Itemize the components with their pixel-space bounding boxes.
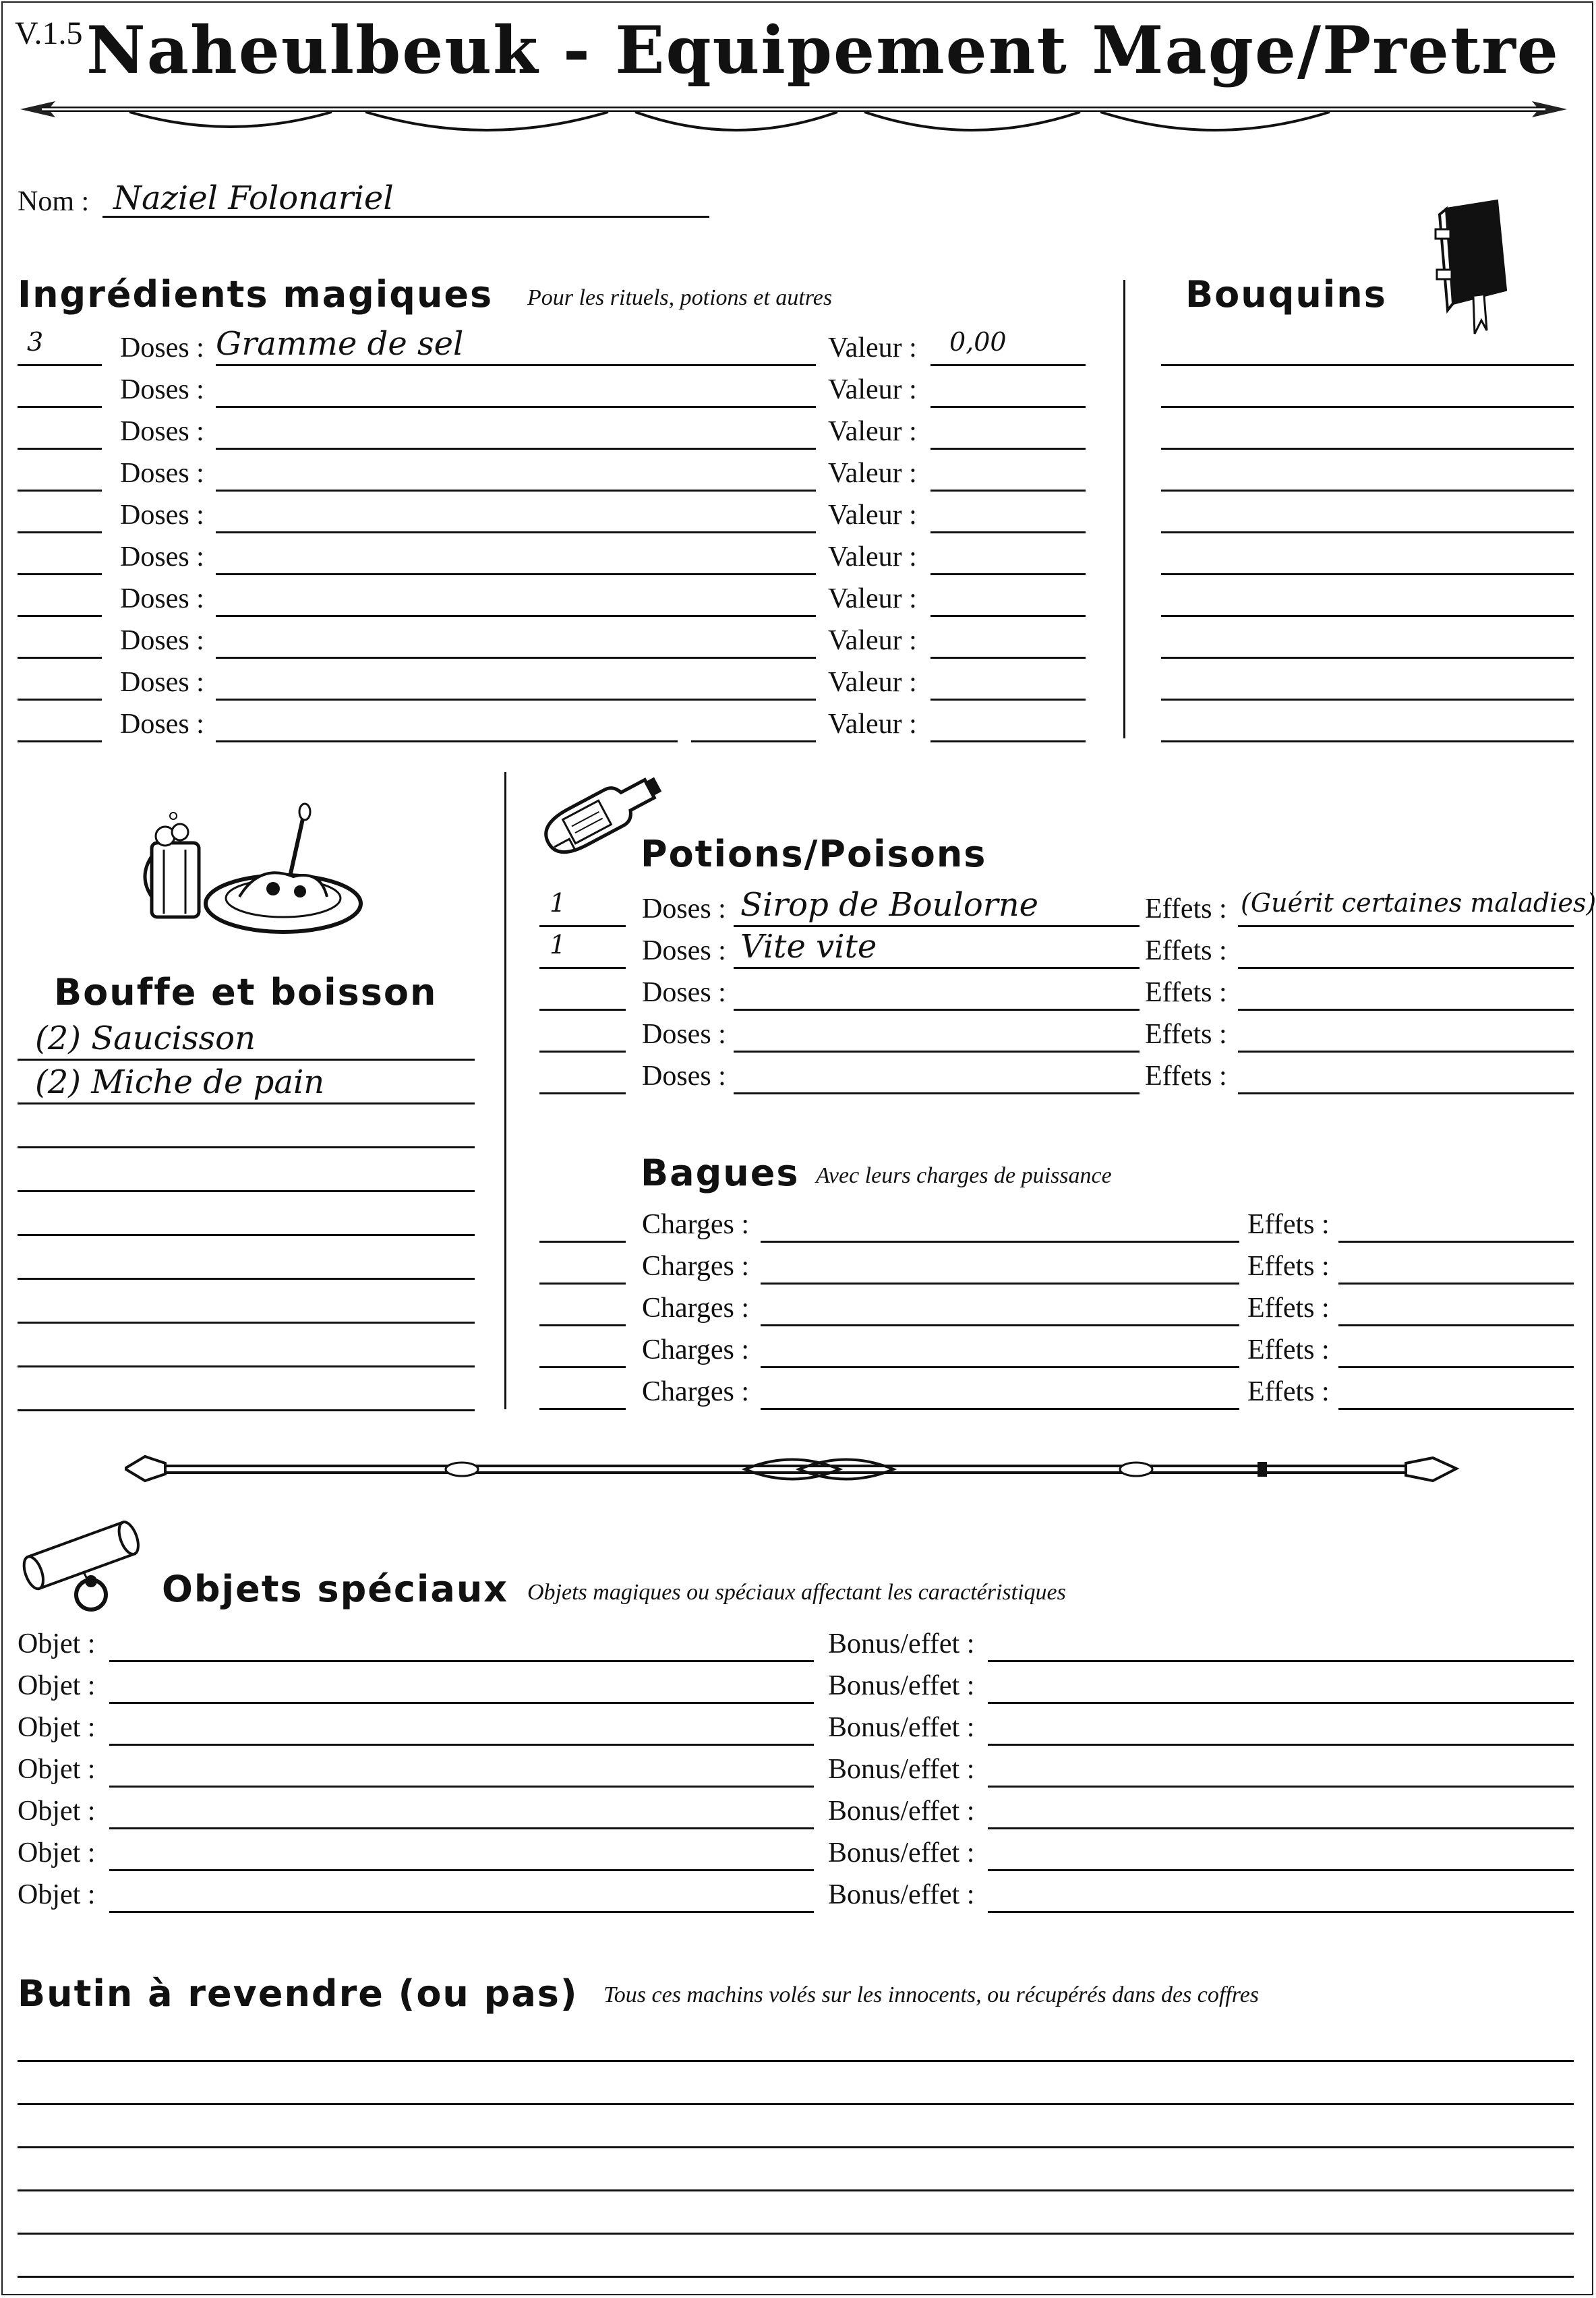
potion-qty-line[interactable] [539,925,626,927]
ingredient-name-line[interactable] [216,657,816,659]
objet-label: Objet : [18,1628,96,1659]
bague-charges-line[interactable] [761,1324,1239,1326]
bonus-label: Bonus/effet : [828,1879,975,1910]
bague-qty-line[interactable] [539,1408,626,1410]
bonus-line[interactable] [988,1827,1574,1829]
bouquin-line[interactable] [1161,364,1574,366]
charges-label: Charges : [642,1334,750,1365]
ingredient-name-line[interactable] [216,699,816,701]
charges-label: Charges : [642,1209,750,1240]
bonus-label: Bonus/effet : [828,1754,975,1785]
potion-qty-line[interactable] [539,967,626,969]
potion-effet-line[interactable] [1238,1092,1574,1094]
bouffe-item[interactable]: (2) Saucisson [35,1020,256,1057]
butin-line[interactable] [18,2103,1574,2105]
objet-line[interactable] [109,1744,814,1746]
valeur-label: Valeur : [828,583,917,614]
bouffe-line[interactable] [18,1409,475,1411]
effets-label: Effets : [1145,1019,1227,1050]
objet-line[interactable] [109,1660,814,1662]
effets-label: Effets : [1247,1376,1330,1407]
potion-effet-line[interactable] [1238,925,1574,927]
bague-qty-line[interactable] [539,1283,626,1285]
ingredient-valeur-line[interactable] [930,406,1086,408]
ingredient-name-line[interactable] [216,490,816,492]
ingredient-name-line-2[interactable] [691,740,816,742]
valeur-label: Valeur : [828,458,917,489]
spear-divider-icon [15,88,1572,148]
ingredient-valeur-line[interactable] [930,490,1086,492]
bouquin-line[interactable] [1161,406,1574,408]
name-label: Nom : [18,186,90,217]
bague-effet-line[interactable] [1338,1241,1574,1243]
ingredient-valeur-line[interactable] [930,531,1086,533]
bouquin-line[interactable] [1161,699,1574,701]
ingredient-name-line[interactable] [216,615,816,617]
ingredients-subtitle: Pour les rituels, potions et autres [527,285,833,310]
ingredient-name-line[interactable] [216,531,816,533]
bague-charges-line[interactable] [761,1366,1239,1368]
objets-subtitle: Objets magiques ou spéciaux affectant les caractéristiques [527,1580,1066,1605]
bagues-subtitle: Avec leurs charges de puissance [816,1163,1112,1188]
bonus-label: Bonus/effet : [828,1670,975,1701]
butin-title: Butin à revendre (ou pas) [18,1972,579,2015]
ingredient-qty-line[interactable] [18,406,102,408]
doses-label: Doses : [642,977,726,1008]
objet-label: Objet : [18,1837,96,1868]
bouffe-line[interactable] [18,1190,475,1192]
bouffe-item[interactable]: (2) Miche de pain [35,1063,325,1101]
bague-charges-line[interactable] [761,1408,1239,1410]
ingredient-qty-line[interactable] [18,657,102,659]
bouffe-line[interactable] [18,1322,475,1324]
potion-qty-line[interactable] [539,1092,626,1094]
valeur-label: Valeur : [828,625,917,656]
potion-qty-line[interactable] [539,1009,626,1011]
potion-qty-line[interactable] [539,1051,626,1053]
doses-label: Doses : [642,935,726,966]
doses-label: Doses : [120,625,204,656]
bague-charges-line[interactable] [761,1283,1239,1285]
ingredients-title: Ingrédients magiques [18,273,494,316]
bouffe-line[interactable] [18,1059,475,1061]
bonus-line[interactable] [988,1660,1574,1662]
bouquins-title: Bouquins [1185,273,1387,316]
doses-label: Doses : [120,667,204,698]
ingredient-qty[interactable]: 3 [27,327,44,357]
ingredient-qty-line[interactable] [18,364,102,366]
bouquin-line[interactable] [1161,615,1574,617]
butin-line[interactable] [18,2276,1574,2278]
ingredient-valeur-line[interactable] [930,699,1086,701]
bonus-line[interactable] [988,1869,1574,1871]
valeur-label: Valeur : [828,416,917,447]
bague-effet-line[interactable] [1338,1283,1574,1285]
bouffe-title: Bouffe et boisson [54,971,438,1013]
version-label: V.1.5 [15,16,83,51]
charges-label: Charges : [642,1376,750,1407]
objet-label: Objet : [18,1879,96,1910]
ingredient-qty-line[interactable] [18,573,102,575]
bouquin-line[interactable] [1161,573,1574,575]
potion-name[interactable]: Vite vite [740,928,877,966]
potion-qty[interactable]: 1 [550,888,566,918]
ingredient-name-line[interactable] [216,740,678,742]
objet-line[interactable] [109,1869,814,1871]
ingredient-qty-line[interactable] [18,740,102,742]
doses-label: Doses : [120,583,204,614]
objet-label: Objet : [18,1670,96,1701]
objet-line[interactable] [109,1786,814,1788]
ingredient-name[interactable]: Gramme de sel [216,325,464,363]
bagues-title: Bagues [641,1152,800,1194]
potion-name-line[interactable] [734,967,1140,969]
bouquin-line[interactable] [1161,448,1574,450]
butin-line[interactable] [18,2189,1574,2191]
valeur-label: Valeur : [828,500,917,531]
name-field-line [102,216,709,218]
potions-title: Potions/Poisons [641,833,987,875]
objets-title: Objets spéciaux [162,1568,509,1610]
doses-label: Doses : [120,500,204,531]
page-title: Naheulbeuk - Equipement Mage/Pretre [86,12,1560,88]
doses-label: Doses : [120,374,204,405]
staff-divider-icon [125,1450,1463,1490]
bague-charges-line[interactable] [761,1241,1239,1243]
doses-label: Doses : [120,458,204,489]
bonus-line[interactable] [988,1911,1574,1913]
bouffe-line[interactable] [18,1102,475,1104]
ingredient-name-line[interactable] [216,406,816,408]
potion-name-line[interactable] [734,1092,1140,1094]
potion-effet-line[interactable] [1238,967,1574,969]
effets-label: Effets : [1145,893,1227,924]
effets-label: Effets : [1247,1209,1330,1240]
potion-effet-line[interactable] [1238,1009,1574,1011]
doses-label: Doses : [642,1061,726,1092]
objet-line[interactable] [109,1911,814,1913]
ingredient-valeur-line[interactable] [930,615,1086,617]
name-value[interactable]: Naziel Folonariel [113,179,394,217]
ingredient-qty-line[interactable] [18,615,102,617]
valeur-label: Valeur : [828,667,917,698]
objet-label: Objet : [18,1754,96,1785]
bague-effet-line[interactable] [1338,1366,1574,1368]
effets-label: Effets : [1247,1293,1330,1324]
ingredient-valeur-line[interactable] [930,657,1086,659]
bouffe-line[interactable] [18,1234,475,1236]
butin-subtitle: Tous ces machins volés sur les innocents, ou récupérés dans des coffres [603,1982,1260,2007]
bouquin-line[interactable] [1161,657,1574,659]
bouffe-line[interactable] [18,1146,475,1148]
bonus-label: Bonus/effet : [828,1712,975,1743]
bonus-label: Bonus/effet : [828,1796,975,1827]
bouffe-line[interactable] [18,1278,475,1280]
scroll-ring-icon [17,1514,158,1615]
column-divider-2 [504,772,506,1409]
bouffe-line[interactable] [18,1365,475,1367]
food-drink-icon [138,802,367,937]
doses-label: Doses : [642,1019,726,1050]
objet-label: Objet : [18,1712,96,1743]
objet-line[interactable] [109,1827,814,1829]
potion-effet[interactable]: (Guérit certaines maladies) [1241,888,1596,918]
potion-name-line[interactable] [734,925,1140,927]
valeur-label: Valeur : [828,541,917,572]
potion-effet-line[interactable] [1238,1051,1574,1053]
ingredient-valeur-line[interactable] [930,448,1086,450]
bonus-line[interactable] [988,1744,1574,1746]
ingredient-name-line[interactable] [216,573,816,575]
ingredient-name-line[interactable] [216,364,816,366]
bague-effet-line[interactable] [1338,1324,1574,1326]
ingredient-qty-line[interactable] [18,448,102,450]
ingredient-valeur-line[interactable] [930,573,1086,575]
butin-line[interactable] [18,2233,1574,2235]
doses-label: Doses : [642,893,726,924]
objet-label: Objet : [18,1796,96,1827]
potion-qty[interactable]: 1 [550,930,566,960]
bouquin-line[interactable] [1161,531,1574,533]
doses-label: Doses : [120,416,204,447]
bague-qty-line[interactable] [539,1366,626,1368]
bonus-label: Bonus/effet : [828,1837,975,1868]
doses-label: Doses : [120,541,204,572]
effets-label: Effets : [1145,977,1227,1008]
ingredient-valeur[interactable]: 0,00 [949,327,1007,357]
valeur-label: Valeur : [828,709,917,740]
valeur-label: Valeur : [828,374,917,405]
objet-line[interactable] [109,1702,814,1704]
ingredient-qty-line[interactable] [18,699,102,701]
bague-effet-line[interactable] [1338,1408,1574,1410]
butin-line[interactable] [18,2146,1574,2148]
valeur-label: Valeur : [828,332,917,363]
doses-label: Doses : [120,709,204,740]
bonus-line[interactable] [988,1786,1574,1788]
bonus-label: Bonus/effet : [828,1628,975,1659]
bouquin-line[interactable] [1161,740,1574,742]
ingredient-qty-line[interactable] [18,531,102,533]
bouquin-line[interactable] [1161,490,1574,492]
effets-label: Effets : [1247,1334,1330,1365]
effets-label: Effets : [1145,1061,1227,1092]
bague-qty-line[interactable] [539,1324,626,1326]
butin-line[interactable] [18,2060,1574,2062]
bonus-line[interactable] [988,1702,1574,1704]
doses-label: Doses : [120,332,204,363]
effets-label: Effets : [1145,935,1227,966]
charges-label: Charges : [642,1293,750,1324]
ingredient-valeur-line[interactable] [930,364,1086,366]
effets-label: Effets : [1247,1251,1330,1282]
potion-name-line[interactable] [734,1009,1140,1011]
potion-name[interactable]: Sirop de Boulorne [740,886,1039,924]
ingredient-name-line[interactable] [216,448,816,450]
column-divider [1123,280,1125,738]
ingredient-valeur-line[interactable] [930,740,1086,742]
charges-label: Charges : [642,1251,750,1282]
book-icon [1433,196,1514,337]
ingredient-qty-line[interactable] [18,490,102,492]
potion-name-line[interactable] [734,1051,1140,1053]
bague-qty-line[interactable] [539,1241,626,1243]
